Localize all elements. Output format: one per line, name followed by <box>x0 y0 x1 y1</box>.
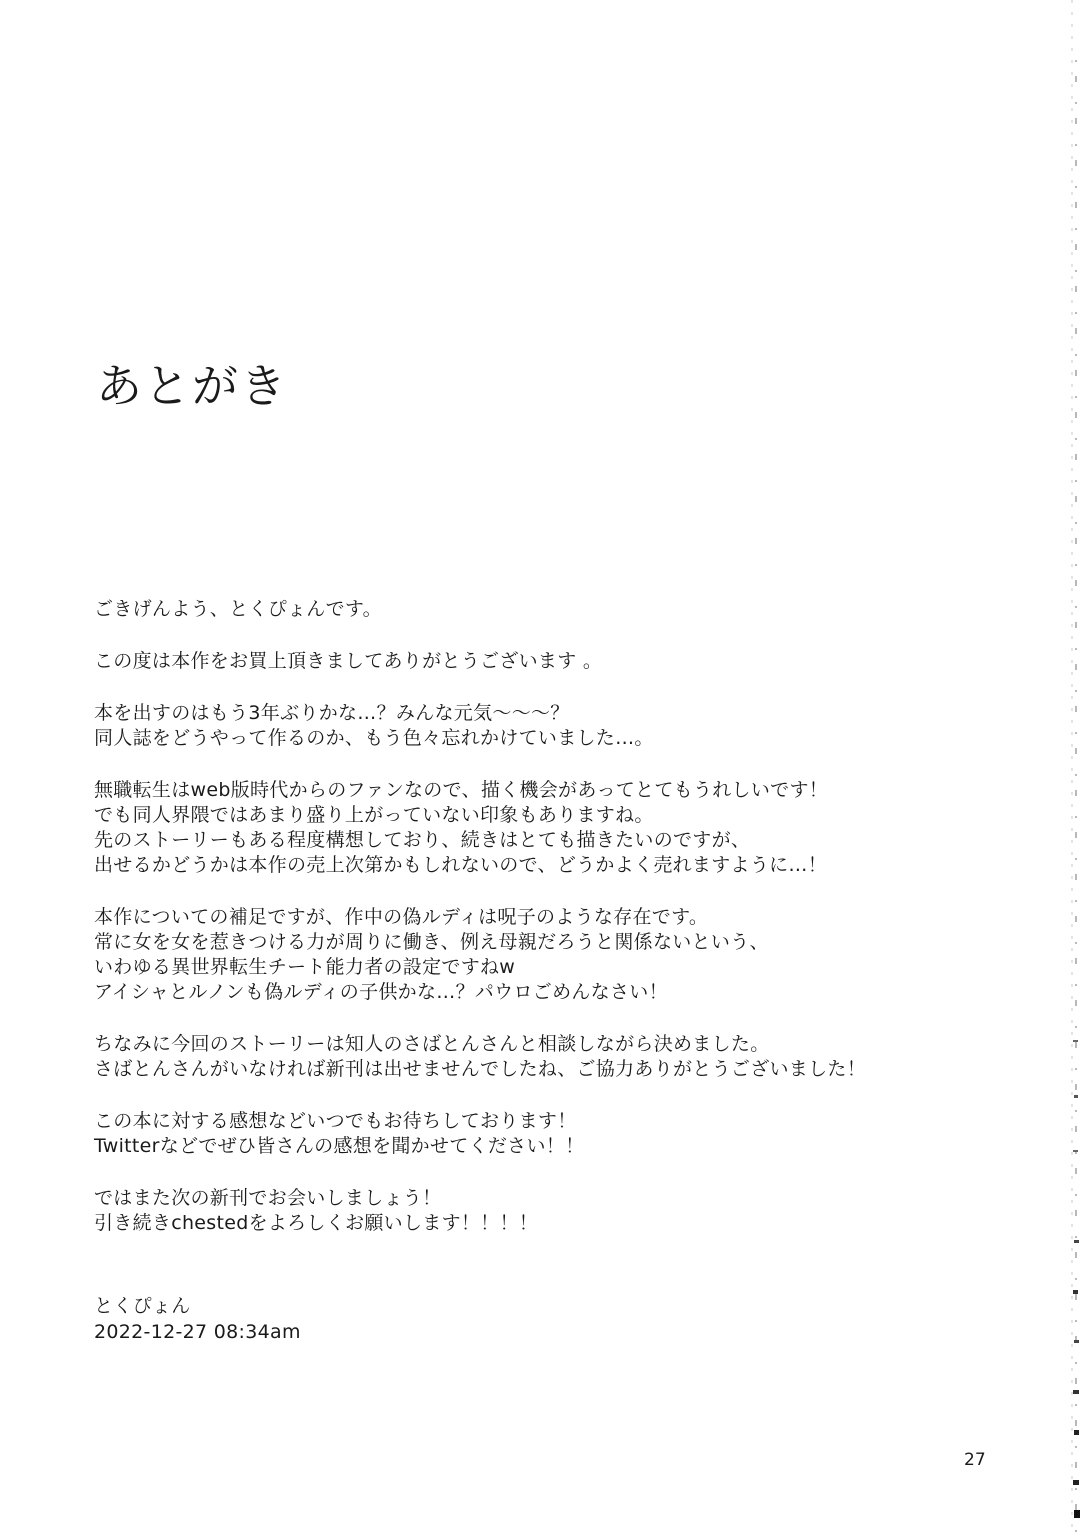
text-line: Twitterなどでぜひ皆さんの感想を聞かせてください！！ <box>94 1135 585 1157</box>
text-line: この本に対する感想などいつでもお待ちしております！ <box>94 1110 577 1132</box>
scan-edge-artifact <box>1058 0 1080 1534</box>
signature-block <box>94 1293 301 1345</box>
afterword-body <box>94 597 994 1263</box>
paragraph-feedback <box>94 1109 994 1159</box>
signature-datetime: 2022-12-27 08:34am <box>94 1321 301 1343</box>
text-line: でも同人界隈ではあまり盛り上がっていない印象もありますね。 <box>94 804 654 826</box>
text-line: ごきげんよう、とくぴょんです。 <box>94 598 382 620</box>
text-line: ちなみに今回のストーリーは知人のさばとんさんと相談しながら決めました。 <box>94 1033 770 1055</box>
author-name: とくぴょん <box>94 1295 191 1317</box>
paragraph-greeting <box>94 597 994 622</box>
page-number: 27 <box>964 1450 986 1470</box>
paragraph-series <box>94 778 994 878</box>
paragraph-notes <box>94 905 994 1005</box>
text-line: いわゆる異世界転生チート能力者の設定ですねw <box>94 956 516 978</box>
text-line: この度は本作をお買上頂きましてありがとうございます 。 <box>94 650 603 672</box>
paragraph-story <box>94 1032 994 1082</box>
text-line: 引き続きchestedをよろしくお願いします！！！！ <box>94 1212 539 1234</box>
text-line: ではまた次の新刊でお会いしましょう！ <box>94 1187 442 1209</box>
text-line: 無職転生はweb版時代からのファンなので、描く機会があってとてもうれしいです！ <box>94 779 829 801</box>
text-line: 同人誌をどうやって作るのか、もう色々忘れかけていました…。 <box>94 727 654 749</box>
paragraph-farewell <box>94 1186 994 1236</box>
page-title: あとがき <box>96 359 288 413</box>
text-line: さばとんさんがいなければ新刊は出せませんでしたね、ご協力ありがとうございました！ <box>94 1058 867 1080</box>
paragraph-thanks <box>94 649 994 674</box>
text-line: 常に女を女を惹きつける力が周りに働き、例え母親だろうと関係ないという、 <box>94 931 769 953</box>
text-line: 出せるかどうかは本作の売上次第かもしれないので、どうかよく売れますように…！ <box>94 854 828 876</box>
text-line: 本を出すのはもう3年ぶりかな…？みんな元気～～～？ <box>94 702 570 724</box>
text-line: 本作についての補足ですが、作中の偽ルディは呪子のような存在です。 <box>94 906 709 928</box>
paragraph-return <box>94 701 994 751</box>
text-line: アイシャとルノンも偽ルディの子供かな…？パウロごめんなさい！ <box>94 981 668 1003</box>
text-line: 先のストーリーもある程度構想しており、続きはとても描きたいのですが、 <box>94 829 751 851</box>
